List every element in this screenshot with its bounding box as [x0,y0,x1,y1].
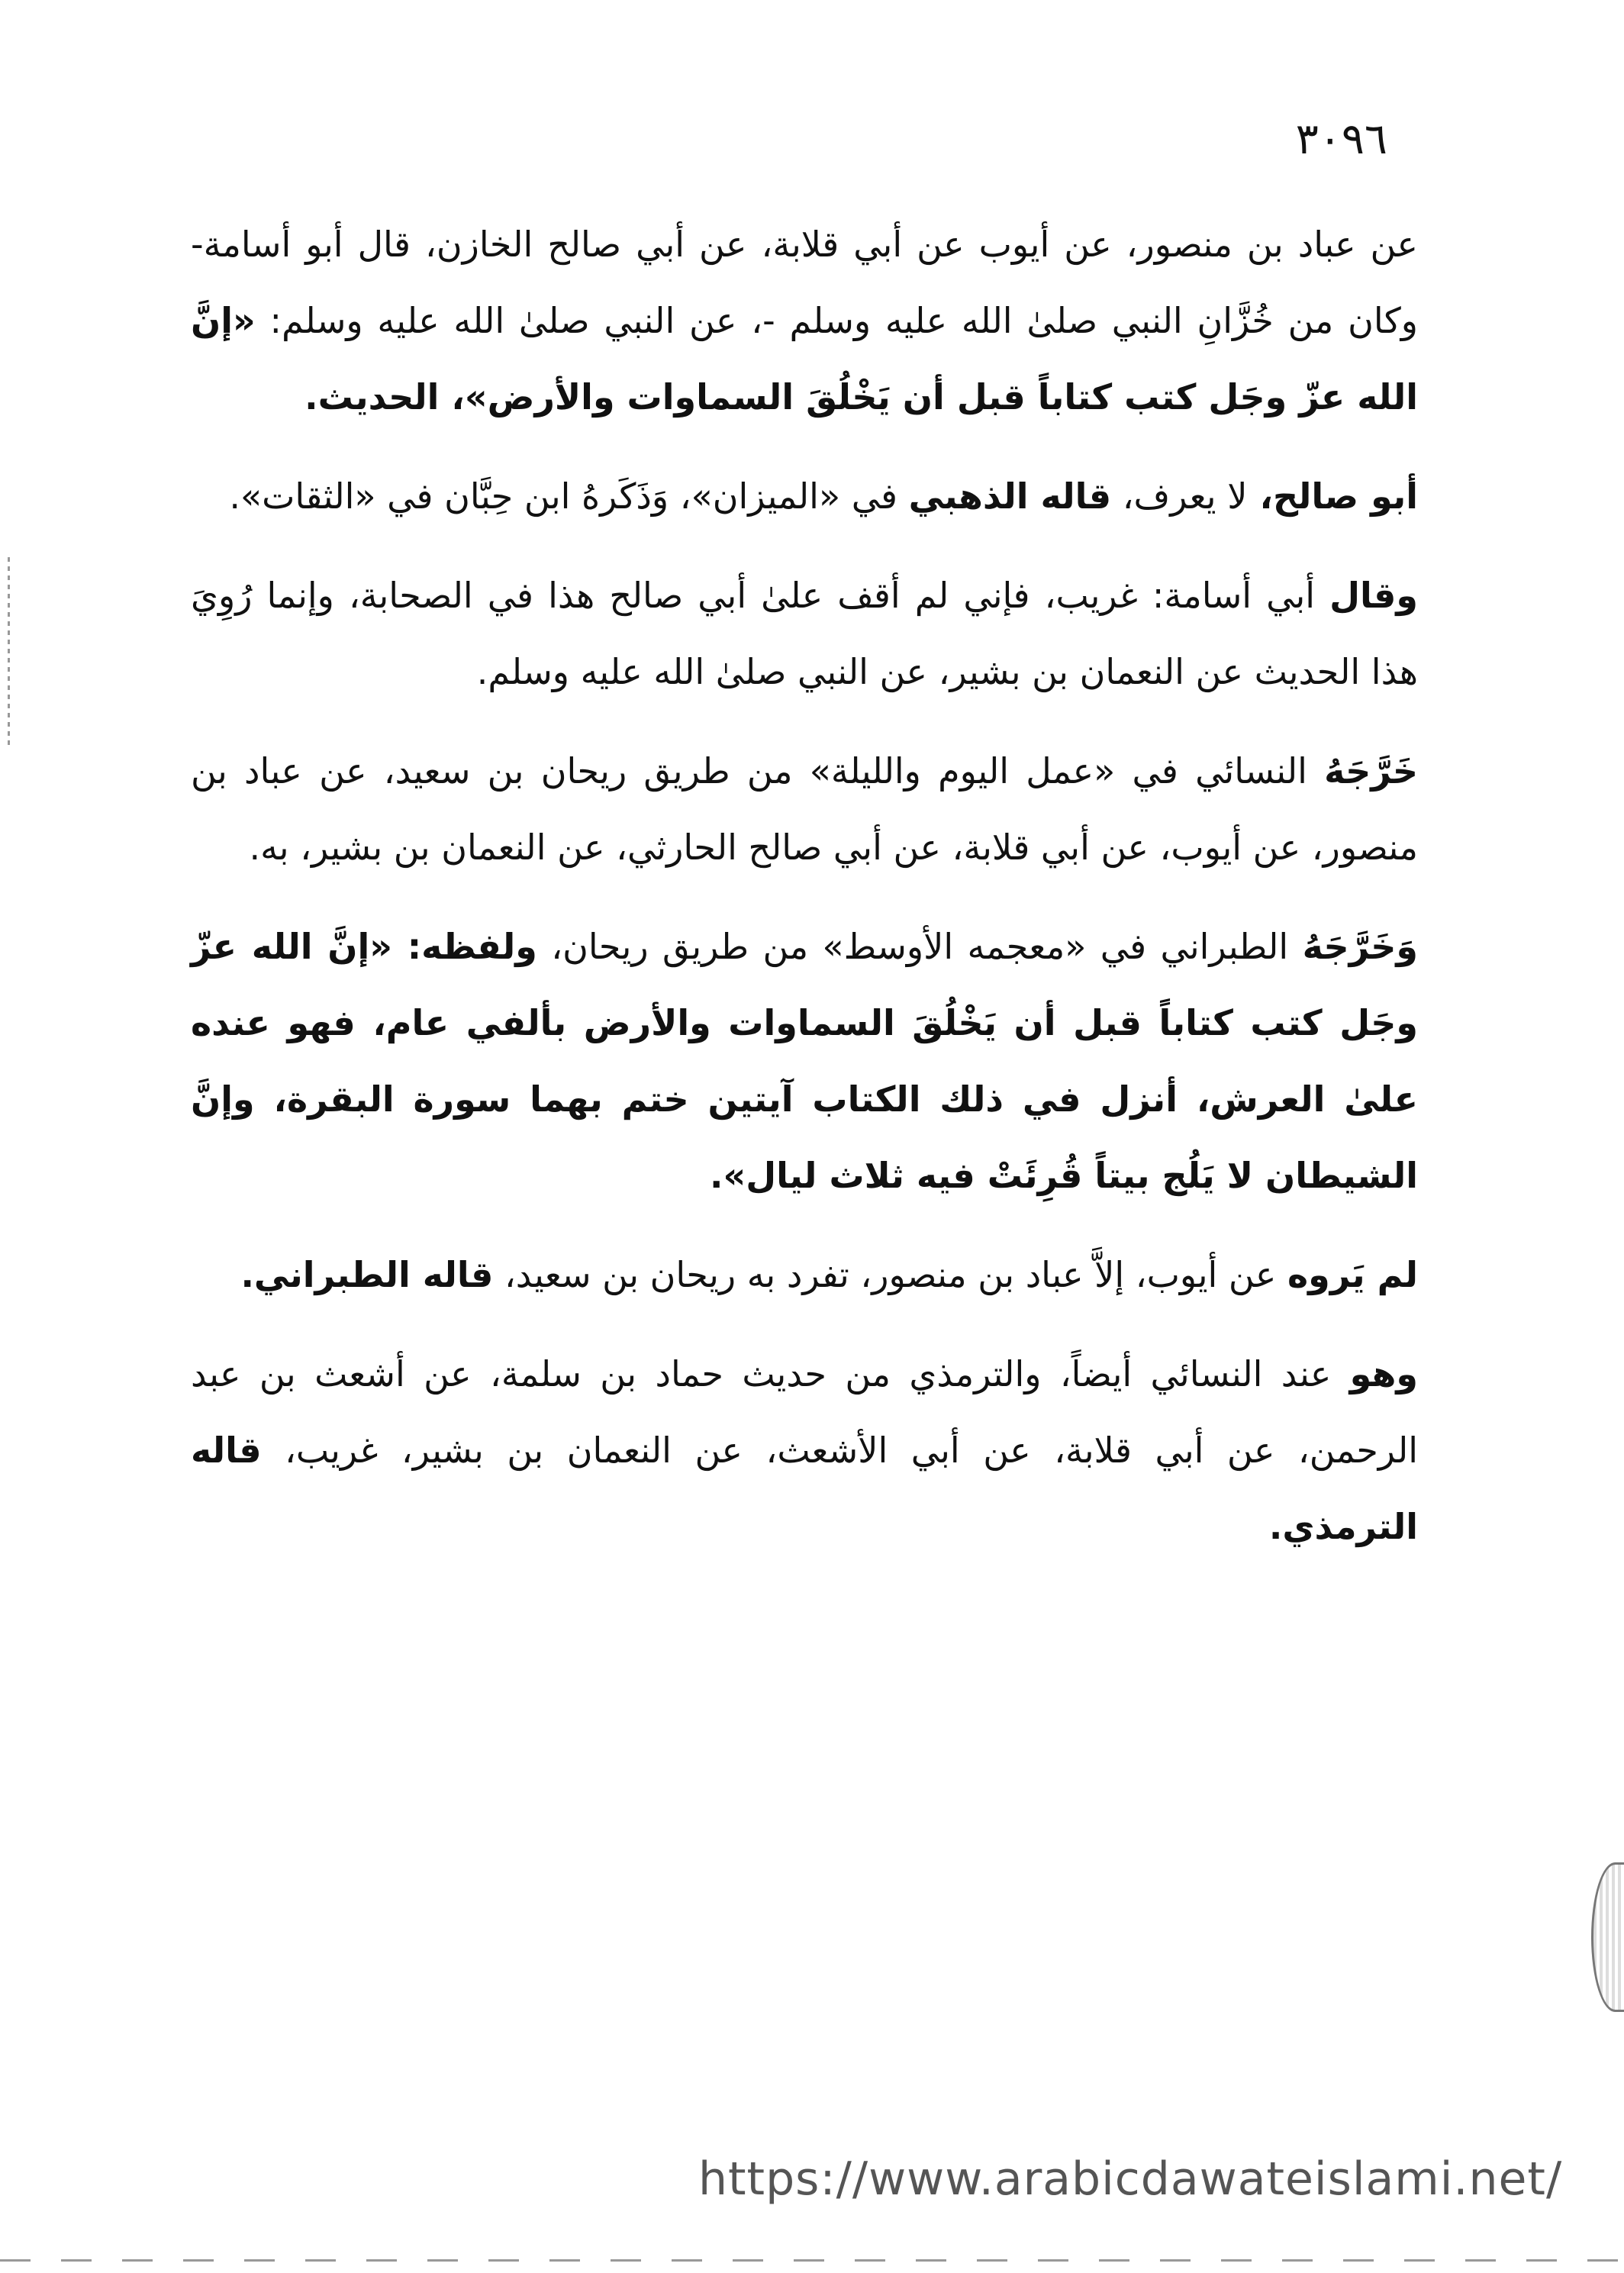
text-segment: لا يعرف، [1111,476,1248,517]
paragraph [191,1336,1418,1565]
paragraph [191,458,1418,534]
page-number: ٣٠٩٦ [1295,114,1387,164]
text-segment: أبو صالح، [1247,476,1418,517]
text-segment: خَرَّجَهُ [1324,750,1418,792]
text-segment: قاله الترمذي. [191,1430,1418,1547]
text-segment: وهو [1349,1353,1418,1394]
text-segment: أبي أسامة: غريب، فإني لم أقف علىٰ أبي صالح هذا في الصحابة، وإنما رُوِيَ هذا الحديث عن النعمان بن بشير، عن النبي صلىٰ الله عليه وسلم. [191,575,1418,692]
text-segment: عن عباد بن منصور، عن أيوب عن أبي قلابة، عن أبي صالح الخازن، قال أبو أسامة- وكان من خُزَّانِ النبي صلىٰ الله عليه وسلم -، عن النبي صلىٰ الله عليه وسلم: [191,224,1418,341]
paragraph [191,206,1418,435]
scan-thumb-mark [1591,1862,1624,2012]
paragraph [191,557,1418,710]
text-segment: عن أيوب، إلاَّ عباد بن منصور، تفرد به ريحان بن سعيد، [493,1254,1287,1295]
text-segment: عند النسائي أيضاً، والترمذي من حديث حماد بن سلمة، عن أشعث بن عبد الرحمن، عن أبي قلابة، عن أبي الأشعث، عن النعمان بن بشير، غريب، [191,1353,1418,1471]
paragraph [191,733,1418,885]
text-segment: وقال [1329,575,1418,616]
text-segment: في «الميزان»، وَذَكَرهُ ابن حِبَّان في «الثقات». [229,476,909,517]
text-segment: النسائي في «عمل اليوم والليلة» من طريق ريحان بن سعيد، عن عباد بن منصور، عن أيوب، عن أبي قلابة، عن أبي صالح الحارثي، عن النعمان بن بشير، به. [191,750,1418,868]
text-segment: قاله الذهبي [908,476,1112,517]
text-segment: لم يَروه [1287,1254,1418,1295]
text-segment: قاله الطبراني. [240,1254,494,1295]
text-segment: ولفظه: «إنَّ الله عزّ وجَل كتب كتاباً قبل أن يَخْلُقَ السماوات والأرض بألفي عام، فهو عنده علىٰ العرش، أنزل في ذلك الكتاب آيتين ختم بهما سورة البقرة، وإنَّ الشيطان لا يَلُج بيتاً قُرِئَتْ فيه ثلاث ليال». [191,926,1418,1196]
paragraph [191,908,1418,1214]
body-text [191,206,1418,1588]
text-segment: الطبراني في «معجمه الأوسط» من طريق ريحان، [536,926,1303,967]
watermark-url: https://www.arabicdawateislami.net/ [698,2152,1563,2206]
paragraph [191,1236,1418,1313]
text-segment: وَخَرَّجَهُ [1302,926,1418,967]
scan-edge-mark-bottom [0,2259,1624,2262]
text-segment: «إنَّ الله عزّ وجَل كتب كتاباً قبل أن يَخْلُقَ السماوات والأرض»، الحديث. [191,300,1418,418]
scan-edge-mark-left [8,557,10,748]
